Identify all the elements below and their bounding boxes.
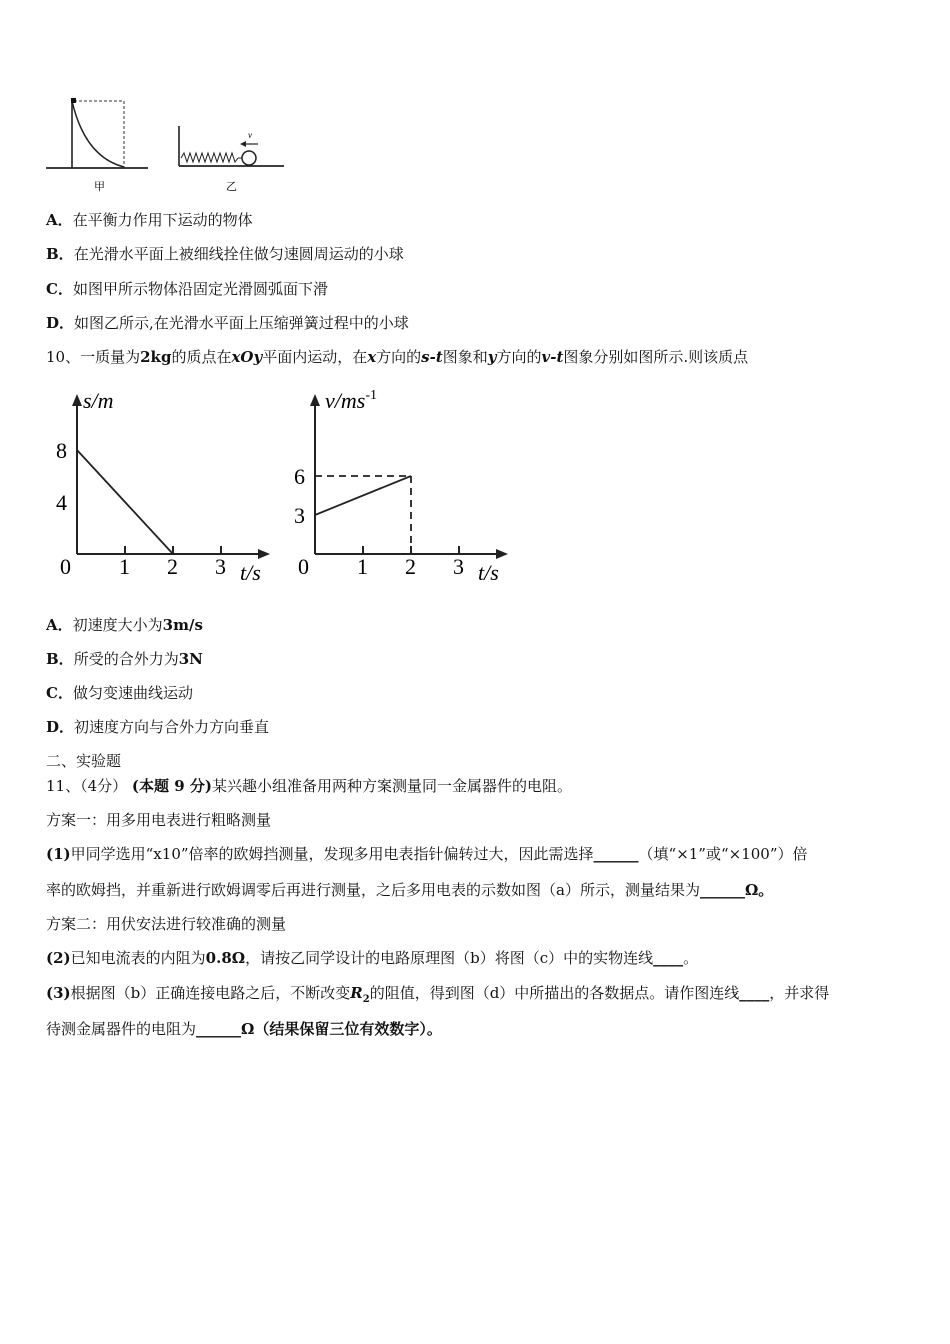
yi-arrow-head xyxy=(240,141,246,147)
option-key: B． xyxy=(46,245,74,263)
vt-origin-label: 0 xyxy=(298,554,309,579)
option-key: D． xyxy=(46,314,75,332)
q10-option-d xyxy=(46,717,269,737)
stem-text: 图象分别如图所示.则该质点 xyxy=(563,348,749,366)
yi-spring xyxy=(181,153,238,162)
part-number: (3) xyxy=(46,984,71,1002)
vt-x-label: t/s xyxy=(478,560,499,585)
part-text: Ω。 xyxy=(744,881,774,899)
stem-text: 方向的 xyxy=(496,348,542,366)
label-yi: 乙 xyxy=(226,181,237,193)
q11-scheme2: 方案二：用伏安法进行较准确的测量 xyxy=(46,915,287,933)
q10-option-c xyxy=(46,683,193,703)
stem-text: 方向的 xyxy=(376,348,422,366)
answer-blank: ______ xyxy=(593,845,639,863)
answer-blank: ______ xyxy=(196,1020,242,1038)
option-key: A． xyxy=(46,616,73,634)
option-key: A． xyxy=(46,211,73,229)
vt-tick-label-3: 3 xyxy=(453,554,464,579)
stem-mass: 2kg xyxy=(140,348,172,366)
q10-option-b xyxy=(46,649,203,669)
q9-option-b xyxy=(46,244,404,264)
stem-x: x xyxy=(367,348,377,366)
part-text: Ω（结果保留三位有效数字）。 xyxy=(241,1020,442,1038)
question-number: 10、 xyxy=(46,348,81,366)
stem-y: y xyxy=(487,348,497,366)
vt-ytick-label-6: 6 xyxy=(294,464,305,489)
st-chart xyxy=(50,384,280,594)
question-intro: 某兴趣小组准备用两种方案测量同一金属器件的电阻。 xyxy=(212,777,573,795)
option-value: 3m/s xyxy=(162,616,203,634)
answer-blank: ____ xyxy=(739,984,770,1002)
part-text: 率的欧姆挡，并重新进行欧姆调零后再进行测量，之后多用电表的示数如图（a）所示，测量结果为 xyxy=(46,881,700,899)
option-text: 做匀变速曲线运动 xyxy=(72,684,193,702)
vt-tick-label-2: 2 xyxy=(405,554,416,579)
st-tick-label-3: 3 xyxy=(215,554,226,579)
part-text: ，并求得 xyxy=(769,984,830,1002)
section-heading: 二、实验题 xyxy=(46,752,122,770)
resistor-subscript: 2 xyxy=(362,994,370,1005)
part-text: 已知电流表的内阻为 xyxy=(70,949,206,967)
vt-y-label-main: v/ms xyxy=(325,388,366,413)
vt-chart-svg xyxy=(288,384,518,594)
part-number: (2) xyxy=(46,949,71,967)
stem-vt: v-t xyxy=(541,348,564,366)
q11-part1-line2 xyxy=(46,880,773,900)
jia-block xyxy=(71,98,76,103)
q10-option-a xyxy=(46,615,203,635)
part-text: （填“×1”或“×100”）倍 xyxy=(638,845,808,863)
option-value: 3N xyxy=(178,650,203,668)
label-v: v xyxy=(248,130,252,140)
vt-x-arrow xyxy=(496,549,508,559)
q9-option-a xyxy=(46,210,253,230)
q10-stem xyxy=(46,347,748,367)
st-x-label: t/s xyxy=(240,560,261,585)
part-value: 0.8Ω xyxy=(205,949,246,967)
stem-text: 的质点在 xyxy=(171,348,232,366)
stem-text: 一质量为 xyxy=(80,348,141,366)
st-chart-svg xyxy=(50,384,280,594)
stem-plane: xOy xyxy=(231,348,263,366)
st-origin-label: 0 xyxy=(60,554,71,579)
q11-part3-line1 xyxy=(46,983,829,1010)
question-note: (本题 9 分) xyxy=(131,777,212,795)
question-points: （4分） xyxy=(80,777,128,795)
st-ytick-label-8: 8 xyxy=(56,438,67,463)
st-x-arrow xyxy=(258,549,270,559)
yi-ball xyxy=(242,151,256,165)
figure-jia-yi-svg xyxy=(40,92,300,194)
part-text: 。 xyxy=(683,949,699,967)
q9-option-c xyxy=(46,279,328,299)
vt-y-label-sup: -1 xyxy=(365,388,377,403)
vt-tick-label-1: 1 xyxy=(357,554,368,579)
q9-option-d xyxy=(46,313,409,333)
q11-part2 xyxy=(46,948,698,968)
option-text: 所受的合外力为 xyxy=(73,650,179,668)
question-number: 11、 xyxy=(46,777,81,795)
part-text: 根据图（b）正确连接电路之后，不断改变 xyxy=(70,984,351,1002)
jia-arc-surface xyxy=(72,101,124,167)
vt-chart xyxy=(288,384,518,594)
option-key: D． xyxy=(46,718,75,736)
label-jia: 甲 xyxy=(94,181,105,193)
option-key: C． xyxy=(46,684,73,702)
q11-part3-line2 xyxy=(46,1019,442,1039)
option-text: 如图甲所示物体沿固定光滑圆弧面下滑 xyxy=(72,280,328,298)
option-key: C． xyxy=(46,280,73,298)
answer-blank: ______ xyxy=(699,881,745,899)
st-data-line xyxy=(77,450,173,554)
stem-text: 平面内运动，在 xyxy=(262,348,368,366)
st-ytick-label-4: 4 xyxy=(56,490,67,515)
option-text: 如图乙所示,在光滑水平面上压缩弹簧过程中的小球 xyxy=(74,314,409,332)
vt-ytick-label-3: 3 xyxy=(294,503,305,528)
answer-blank: ____ xyxy=(653,949,684,967)
vt-y-arrow xyxy=(310,394,320,406)
option-key: B． xyxy=(46,650,74,668)
q11-scheme1: 方案一：用多用电表进行粗略测量 xyxy=(46,811,272,829)
stem-st: s-t xyxy=(421,348,443,366)
part-text: 甲同学选用“x10”倍率的欧姆挡测量，发现多用电表指针偏转过大，因此需选择 xyxy=(70,845,594,863)
part-text: 的阻值，得到图（d）中所描出的各数据点。请作图连线 xyxy=(369,984,740,1002)
option-text: 初速度方向与合外力方向垂直 xyxy=(74,718,270,736)
part-number: (1) xyxy=(46,845,71,863)
q11-part1-line1 xyxy=(46,844,808,864)
option-text: 初速度大小为 xyxy=(72,616,163,634)
vt-data-line xyxy=(315,476,411,515)
resistor-symbol: R xyxy=(350,984,363,1002)
option-text: 在光滑水平面上被细线拴住做匀速圆周运动的小球 xyxy=(73,245,404,263)
st-tick-label-2: 2 xyxy=(167,554,178,579)
q11-stem xyxy=(46,776,572,796)
stem-text: 图象和 xyxy=(442,348,488,366)
vt-y-label xyxy=(325,388,377,413)
st-y-label: s/m xyxy=(83,388,114,413)
figure-jia-yi xyxy=(40,92,300,194)
option-text: 在平衡力作用下运动的物体 xyxy=(72,211,253,229)
st-tick-label-1: 1 xyxy=(119,554,130,579)
st-y-arrow xyxy=(72,394,82,406)
part-text: ，请按乙同学设计的电路原理图（b）将图（c）中的实物连线 xyxy=(245,949,654,967)
part-text: 待测金属器件的电阻为 xyxy=(46,1020,197,1038)
